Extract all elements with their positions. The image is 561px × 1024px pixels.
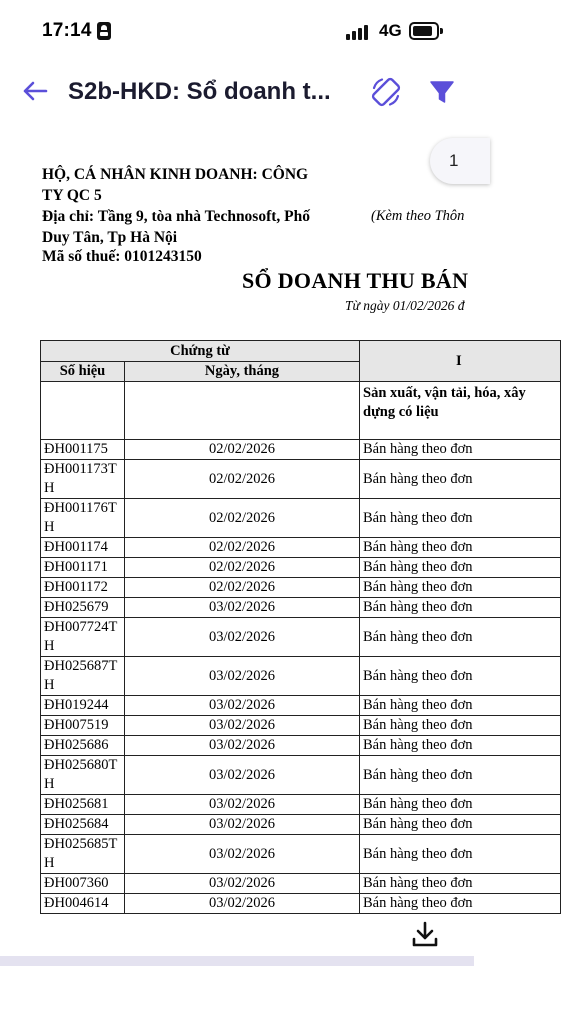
download-icon <box>409 918 441 950</box>
table-row <box>41 538 561 558</box>
cell-ngay-thang: 03/02/2026 <box>125 657 360 696</box>
cell-ngay-thang: 03/02/2026 <box>125 756 360 795</box>
cell-so-hieu: ĐH001172 <box>41 578 125 598</box>
table-row <box>41 894 561 914</box>
signal-icon <box>346 24 372 40</box>
document-viewer[interactable] <box>0 130 526 956</box>
attached-note: (Kèm theo Thôn <box>371 208 465 224</box>
cell-so-hieu: ĐH007519 <box>41 716 125 736</box>
table-row <box>41 696 561 716</box>
app-toolbar <box>0 60 474 126</box>
table-row <box>41 618 561 657</box>
cell-ngay-thang: 03/02/2026 <box>125 736 360 756</box>
filter-button[interactable] <box>426 77 458 107</box>
cell-dien-giai: Bán hàng theo đơn <box>360 795 561 815</box>
cell-so-hieu: ĐH001173TH <box>41 460 125 499</box>
cell-dien-giai: Bán hàng theo đơn <box>360 696 561 716</box>
cell-ngay-thang: 02/02/2026 <box>125 499 360 538</box>
cell-dien-giai: Bán hàng theo đơn <box>360 894 561 914</box>
table-row <box>41 598 561 618</box>
bottom-divider <box>0 956 474 966</box>
cell-ngay-thang: 02/02/2026 <box>125 558 360 578</box>
column-group-chung-tu: Chứng từ <box>41 341 360 362</box>
cell-dien-giai: Bán hàng theo đơn <box>360 815 561 835</box>
revenue-ledger-table <box>40 340 561 914</box>
battery-icon <box>409 22 439 40</box>
cell-ngay-thang: 03/02/2026 <box>125 696 360 716</box>
cell-ngay-thang: 03/02/2026 <box>125 835 360 874</box>
id-card-icon <box>97 22 111 40</box>
column-subheader-industry: Sản xuất, vận tải, hóa, xây dựng có liệu <box>360 382 561 440</box>
cell-dien-giai: Bán hàng theo đơn <box>360 558 561 578</box>
back-arrow-icon <box>20 76 50 106</box>
table-row <box>41 499 561 538</box>
table-row <box>41 578 561 598</box>
column-header-right: I <box>360 341 561 382</box>
table-row <box>41 874 561 894</box>
cell-so-hieu: ĐH007724TH <box>41 618 125 657</box>
status-bar <box>0 0 474 60</box>
cell-dien-giai: Bán hàng theo đơn <box>360 618 561 657</box>
cell-so-hieu: ĐH025687TH <box>41 657 125 696</box>
table-row <box>41 440 561 460</box>
table-row <box>41 460 561 499</box>
status-time: 17:14 <box>42 20 92 41</box>
table-row <box>41 558 561 578</box>
cell-so-hieu: ĐH019244 <box>41 696 125 716</box>
column-header-ngay-thang: Ngày, tháng <box>125 362 360 382</box>
network-label: 4G <box>379 21 402 40</box>
cell-dien-giai: Bán hàng theo đơn <box>360 756 561 795</box>
table-row <box>41 795 561 815</box>
table-row <box>41 736 561 756</box>
cell-ngay-thang: 02/02/2026 <box>125 578 360 598</box>
cell-dien-giai: Bán hàng theo đơn <box>360 460 561 499</box>
cell-dien-giai: Bán hàng theo đơn <box>360 736 561 756</box>
cell-so-hieu: ĐH025686 <box>41 736 125 756</box>
table-row <box>41 815 561 835</box>
table-row <box>41 716 561 736</box>
cell-ngay-thang: 02/02/2026 <box>125 460 360 499</box>
cell-so-hieu: ĐH025684 <box>41 815 125 835</box>
cell-so-hieu: ĐH025679 <box>41 598 125 618</box>
cell-so-hieu: ĐH025681 <box>41 795 125 815</box>
cell-dien-giai: Bán hàng theo đơn <box>360 538 561 558</box>
cell-so-hieu: ĐH001176TH <box>41 499 125 538</box>
page-indicator <box>430 138 490 184</box>
cell-ngay-thang: 03/02/2026 <box>125 716 360 736</box>
cell-so-hieu: ĐH001174 <box>41 538 125 558</box>
cell-so-hieu: ĐH001175 <box>41 440 125 460</box>
cell-dien-giai: Bán hàng theo đơn <box>360 598 561 618</box>
back-button[interactable] <box>20 76 50 106</box>
cell-so-hieu: ĐH004614 <box>41 894 125 914</box>
cell-dien-giai: Bán hàng theo đơn <box>360 657 561 696</box>
cell-so-hieu: ĐH007360 <box>41 874 125 894</box>
cell-ngay-thang: 03/02/2026 <box>125 894 360 914</box>
cell-dien-giai: Bán hàng theo đơn <box>360 835 561 874</box>
cell-ngay-thang: 03/02/2026 <box>125 598 360 618</box>
cell-ngay-thang: 02/02/2026 <box>125 538 360 558</box>
page-number: 1 <box>449 151 459 170</box>
tax-code: Mã số thuế: 0101243150 <box>42 248 202 265</box>
cell-ngay-thang: 03/02/2026 <box>125 815 360 835</box>
download-button[interactable] <box>409 918 441 950</box>
company-address: Địa chỉ: Tầng 9, tòa nhà Technosoft, Phố Duy Tân, Tp Hà Nội <box>42 208 311 246</box>
cell-dien-giai: Bán hàng theo đơn <box>360 440 561 460</box>
cell-dien-giai: Bán hàng theo đơn <box>360 716 561 736</box>
column-header-so-hieu: Số hiệu <box>41 362 125 382</box>
filter-icon <box>426 77 458 107</box>
cell-so-hieu: ĐH025685TH <box>41 835 125 874</box>
cell-dien-giai: Bán hàng theo đơn <box>360 874 561 894</box>
cell-so-hieu: ĐH025680TH <box>41 756 125 795</box>
rotate-button[interactable] <box>368 74 404 110</box>
cell-ngay-thang: 03/02/2026 <box>125 874 360 894</box>
cell-ngay-thang: 03/02/2026 <box>125 795 360 815</box>
rotate-icon <box>368 74 404 110</box>
table-row <box>41 756 561 795</box>
cell-dien-giai: Bán hàng theo đơn <box>360 578 561 598</box>
table-row <box>41 657 561 696</box>
cell-ngay-thang: 03/02/2026 <box>125 618 360 657</box>
date-range: Từ ngày 01/02/2026 đ <box>345 298 465 313</box>
company-name: HỘ, CÁ NHÂN KINH DOANH: CÔNG TY QC 5 <box>42 166 309 204</box>
cell-dien-giai: Bán hàng theo đơn <box>360 499 561 538</box>
page-title: S2b-HKD: Sổ doanh t... <box>68 78 331 105</box>
table-row <box>41 835 561 874</box>
cell-ngay-thang: 02/02/2026 <box>125 440 360 460</box>
document-title: SỔ DOANH THU BÁN <box>242 268 469 293</box>
cell-so-hieu: ĐH001171 <box>41 558 125 578</box>
